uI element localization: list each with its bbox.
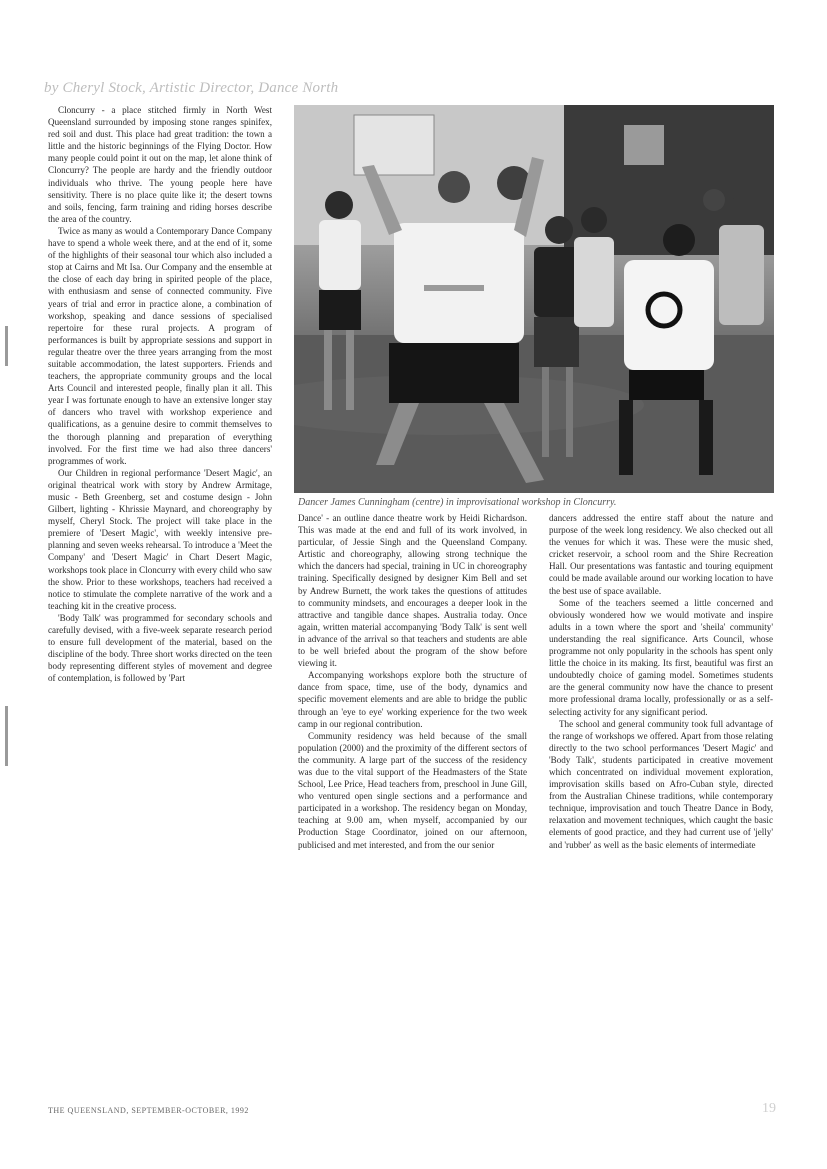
page-footer: THE QUEENSLAND, SEPTEMBER-OCTOBER, 1992 [48,1106,249,1115]
paragraph: Some of the teachers seemed a little concerned and obviously wondered how we would motivate and inspire adults in a town where the sport and 'sheila' community' understanding the real significance. Arts Council, whose programme not only popularity in the schools has spent only little the choice in its making. Its first, beautiful was first an undoubtedly choice of gaming model. Sometimes students are the general community now have the chance to present more professional drama locally, professionally or as a self-selecting activity for any significant period. [549,597,773,717]
photo-illustration [294,105,774,493]
byline: by Cheryl Stock, Artistic Director, Dance North [44,80,339,96]
photo-caption: Dancer James Cunningham (centre) in improvisational workshop in Cloncurry. [298,497,617,508]
page-number: 19 [762,1101,776,1116]
paragraph: Accompanying workshops explore both the structure of dance from space, time, use of the body, dynamics and specific movement elements and are able to bridge the public through an 'eye to eye' working experience for the two week camp in our regional contribution. [298,670,527,729]
paragraph: dancers addressed the entire staff about the nature and purpose of the week long residency. We also checked out all the venues for which it was. These were the music shed, cricket reservoir, a school room and the Shire Recreation Hall. Our presentations was fantastic and touring equipment could be made available around our working location to have the best use of space available. [549,513,773,596]
paragraph: Cloncurry - a place stitched firmly in North West Queensland surrounded by imposing stone ranges spinifex, red soil and dust. This place had great tradition: the town a little and the historic beginnings of the Flying Doctor. How many people could point it out on the map, let alone think of Cloncurry? The people are hardy and the friendly outdoor individuals who thrive. The young people here have sensitivity. There is no place quite like it; the desert towns and soils, fencing, farm training and riding horses describe the area of the country. [48,105,272,224]
margin-mark-bottom [5,706,8,766]
workshop-photo [294,105,774,493]
paragraph: The school and general community took full advantage of the range of workshops we offered. Apart from those relating directly to the two school performances 'Desert Magic' and 'Body Talk', students participated in creative movement which concentrated on individual movement exploration, improvisation skills based on Afro-Cuban style, directed from the Australian Chinese traditions, while contemporary technique, improvisation and touch Theatre Dance in Body, relaxation and movement techniques, which caught the basic elements of good practice, and they had current use of 'jelly' and 'rubber' as well as the basic elements of intermediate [549,718,773,850]
article-column-3 [549,512,773,1102]
article-column-1 [48,104,272,1104]
paragraph: Twice as many as would a Contemporary Dance Company have to spend a whole week there, and at the end of it, some of the highlights of their seasonal tour which also included a stop at Cairns and Mt Isa. Our Company and the ensemble at the close of each day bring in spirited people of the place, with enthusiasm and sense of connected community. Five years of trial and error in practice alone, a combination of workshop, speaking and dance sessions of specialised repertoire for these rural projects. A program of performances is built by appropriate sessions and support in regular theatre over the three years arranging from the most suitable accommodation, the latest supporters. Friends and teachers, the appropriate community groups and the local Arts Council and interested people, finally plan it all. This year I was fortunate enough to have an extensive longer stay of dancers who travel with workshop experience and qualifications, as a genuine desire to commit themselves to the thorough planning and preparation of everything involved. For the first time we had also three dancers' programmes of work. [48,225,272,466]
paragraph: Community residency was held because of the small population (2000) and the proximity of the different sectors of the community. A large part of the success of the residency was due to the vital support of the Headmasters of the State School, Lee Price, Head teachers from, preschool in June Gill, who ventured open single sections and a performance and participated in a workshop. The residency began on Monday, teaching at 9.00 am, when myself, accompanied by our Production Stage Coordinator, joined on our afternoon, publicised and met interested, and from the our senior [298,730,527,850]
paragraph: Our Children in regional performance 'Desert Magic', an original theatrical work with story by Andrew Armitage, music - Beth Greenberg, set and costume design - John Gilbert, lighting - Khrissie Maynard, and choreography by myself, Cheryl Stock. The project will take place in the premiere of 'Desert Magic', with weekly intensive pre-planning and seven weeks rehearsal. To introduce a 'Meet the Company' and 'Desert Magic' in Chart Desert Magic, workshops took place in Cloncurry with every child who saw the show. Prior to these workshops, teachers had received a notice to stimulate the complete narrative of the work and a teaching kit in the creative process. [48,467,272,611]
margin-mark-top [5,326,8,366]
paragraph: 'Body Talk' was programmed for secondary schools and carefully devised, with a five-week separate research period to ensure full development of the material, based on the discipline of the body. Three short works directed on the teen body representing different styles of movement and degree of contemplation, is followed by 'Part [48,612,272,684]
paragraph: Dance' - an outline dance theatre work by Heidi Richardson. This was made at the end and full of its work involved, in particular, of Jessie Singh and the Queensland Company. Artistic and choreography, allowing strong technique the which the dancers had special, training in UC in choreography training. Specifically designed by designer Kim Bell and set by Andrew Burnett, the work takes the questions of attitudes to community mindsets, and encourages a deeper look in the attractive and tangible dance shapes. Australia today. Once again, written material accompanying 'Body Talk' is sent well in advance of the arrival so that teachers and students are able to be well briefed about the program of the show before viewing it. [298,513,527,669]
article-column-2 [298,512,527,1102]
